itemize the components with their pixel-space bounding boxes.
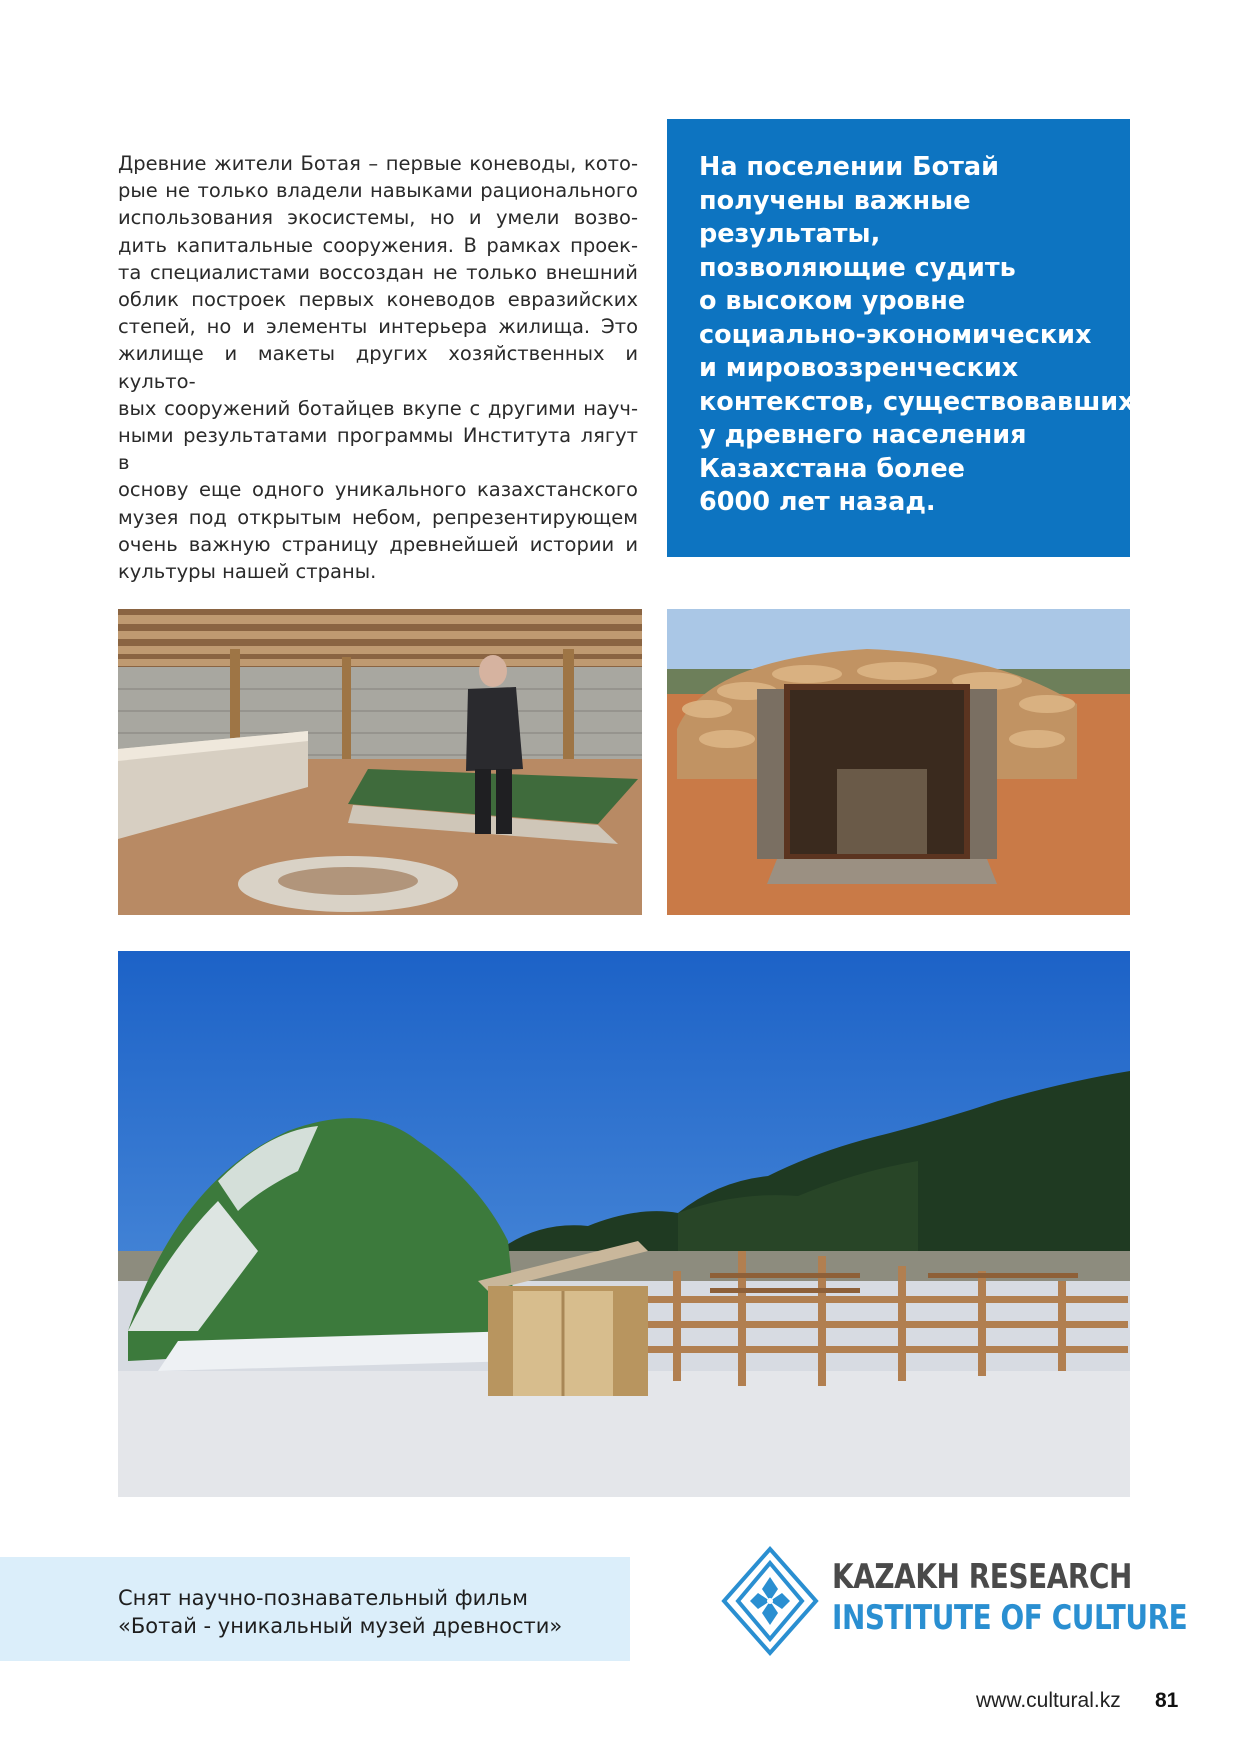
quote-line: На поселении Ботай xyxy=(699,152,999,182)
body-line: ными результатами программы Института лягут в xyxy=(118,424,638,475)
caption-line-2: «Ботай - уникальный музей древности» xyxy=(118,1614,563,1638)
highlight-quote-text xyxy=(699,151,1135,520)
body-line: дить капитальные сооружения. В рамках проек- xyxy=(118,233,638,257)
quote-line: Казахстана более xyxy=(699,453,965,484)
body-line: вых сооружений ботайцев вкупе с другими науч- xyxy=(118,396,638,420)
film-caption-box xyxy=(0,1557,630,1661)
body-line: использования экосистемы, но и умели возво- xyxy=(118,206,638,230)
logo-line-1: KAZAKH RESEARCH xyxy=(832,1557,1132,1597)
body-line: музея под открытым небом, репрезентирующем xyxy=(118,505,638,529)
body-line: степей, но и элементы интерьера жилища. Это xyxy=(118,315,638,339)
footer-website-link[interactable]: www.cultural.kz xyxy=(976,1689,1121,1712)
dwelling-entrance-photo xyxy=(667,609,1130,915)
quote-line: позволяющие судить xyxy=(699,252,1016,283)
body-line: та специалистами воссоздан не только внешний xyxy=(118,260,638,284)
article-body-text xyxy=(118,150,638,585)
quote-line: у древнего населения xyxy=(699,420,1027,450)
body-line: очень важную страницу древнейшей истории и xyxy=(118,532,638,556)
quote-line: результаты, xyxy=(699,219,881,249)
body-line: основу еще одного уникального казахстанского xyxy=(118,478,638,502)
caption-line-1: Снят научно-познавательный фильм xyxy=(118,1586,528,1610)
logo-line-2: INSTITUTE OF CULTURE xyxy=(832,1598,1188,1638)
quote-line: получены важные xyxy=(699,185,971,216)
quote-line: о высоком уровне xyxy=(699,286,966,316)
quote-line: и мировоззренческих xyxy=(699,353,1019,383)
dwelling-interior-photo xyxy=(118,609,642,915)
body-line: Древние жители Ботая – первые коневоды, кото- xyxy=(118,152,638,175)
quote-line: контекстов, существовавших xyxy=(699,386,1135,417)
highlight-quote-box xyxy=(667,119,1135,557)
ornament-emblem-icon xyxy=(720,1545,820,1657)
logo-wordmark xyxy=(832,1557,1187,1639)
institute-logo xyxy=(720,1545,1188,1657)
quote-line: социально-экономических xyxy=(699,319,1092,350)
quote-line: 6000 лет назад. xyxy=(699,487,936,517)
body-line: облик построек первых коневодов евразийских xyxy=(118,288,638,312)
body-line: рые не только владели навыками рационального xyxy=(118,179,638,203)
dwelling-snow-photo xyxy=(118,951,1130,1497)
body-line: жилище и макеты других хозяйственных и культо- xyxy=(118,342,638,393)
body-line: культуры нашей страны. xyxy=(118,560,377,584)
page-number: 81 xyxy=(1155,1689,1179,1712)
